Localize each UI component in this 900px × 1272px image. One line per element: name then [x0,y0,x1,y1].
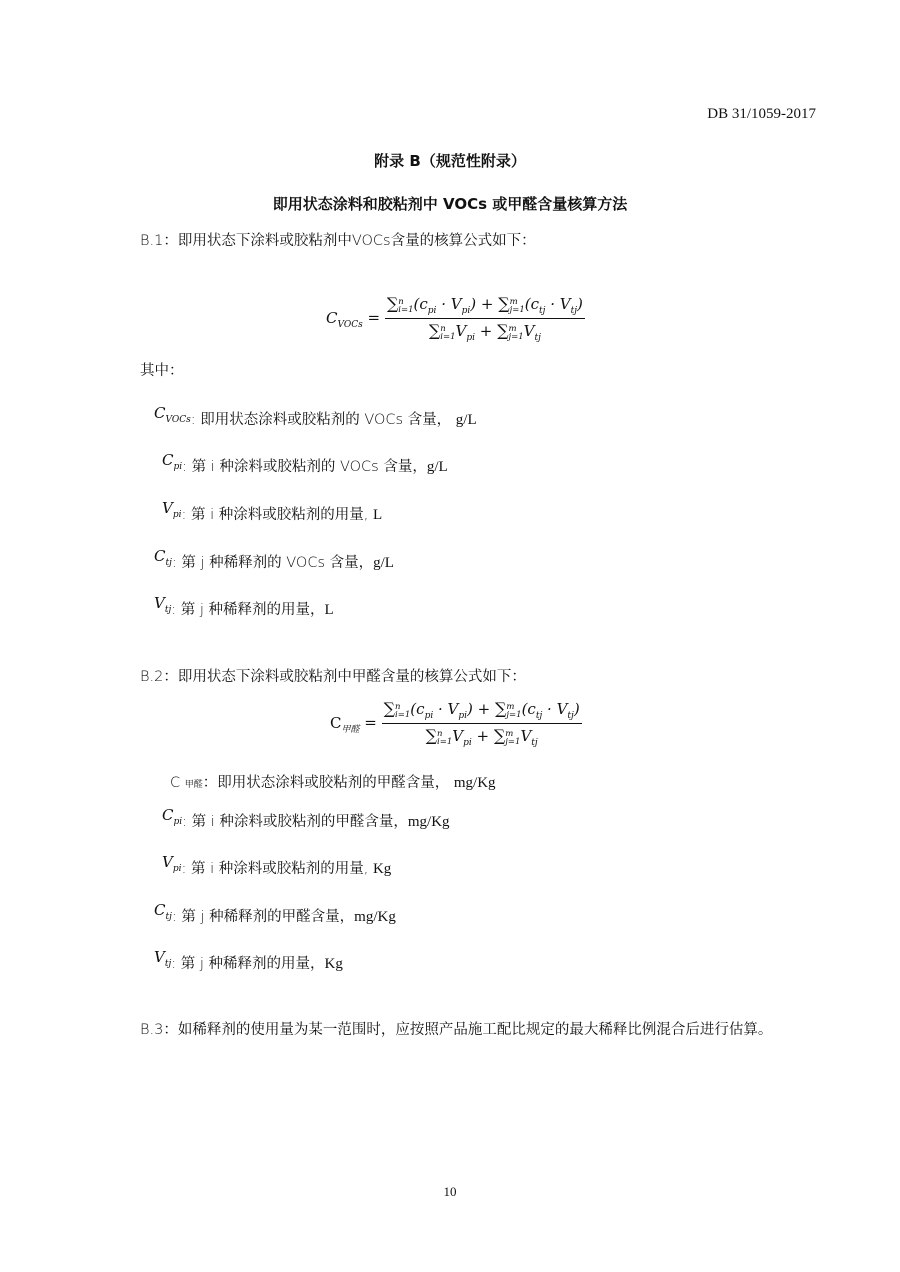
appendix-title: 附录 B（规范性附录） [374,152,526,170]
formula-numerator: ∑ n i=1 $(c_{pi} \cdot V_{pi})$ + ∑ m j=1 $(c_{tj} \cdot V_{tj})$ [385,294,585,319]
page-number: 10 [443,1184,457,1199]
formula-fraction [382,699,582,748]
formula-lhs: $C_{甲醛}$ [330,713,360,735]
main-title: 即用状态涂料和胶粘剂中 VOCs 或甲醛含量核算方法 [272,195,628,213]
b1-where: 其中： [140,363,184,379]
formula-fraction [385,294,585,343]
formula-numerator: ∑ n i=1 $(c_{pi} \cdot V_{pi})$ + ∑ m j=1 $(c_{tj} \cdot V_{tj})$ [382,699,582,724]
formula-lhs: $C_{VOCs}$ [326,308,363,330]
b1-def-c-tj: $C_{tj}$: 第 j 种稀释剂的 VOCs 含量，g/L [154,547,394,571]
b2-def-v-tj: $V_{tj}$: 第 j 种稀释剂的用量，Kg [154,948,343,972]
b1-def-c-pi: $C_{pi}$: 第 i 种涂料或胶粘剂的 VOCs 含量，g/L [162,451,448,475]
document-number: DB 31/1059-2017 [707,106,816,122]
b2-def-v-pi: $V_{pi}$: 第 i 种涂料或胶粘剂的用量, Kg [162,853,392,877]
formula-denominator: ∑ n i=1 $V_{pi}$ + ∑ m j=1 $V_{tj}$ [428,321,541,343]
b1-def-c-vocs: $C_{VOCs}$: 即用状态涂料或胶粘剂的 VOCs 含量， g/L [154,404,477,428]
b2-def-c-pi: $C_{pi}$: 第 i 种涂料或胶粘剂的甲醛含量，mg/Kg [162,806,450,830]
b1-def-v-tj: $V_{tj}$: 第 j 种稀释剂的用量，L [154,594,334,618]
formula-denominator: ∑ n i=1 $V_{pi}$ + ∑ m j=1 $V_{tj}$ [425,726,538,748]
b1-intro: B.1：即用状态下涂料或胶粘剂中VOCs含量的核算公式如下： [140,233,536,249]
b2-def-c-formaldehyde: C 甲醛：即用状态涂料或胶粘剂的甲醛含量， mg/Kg [170,775,496,791]
formula-formaldehyde: $C_{甲醛}$ = ∑ n i=1 $(c_{pi} \cdot V_{pi})$ + ∑ m j=1 $(c_{tj} \cdot V_{tj})$ ∑ n i=1 $V_{pi}$ + ∑ m j=1 $V_{tj}$ [330,699,580,748]
b3-text: B.3：如稀释剂的使用量为某一范围时，应按照产品施工配比规定的最大稀释比例混合后进行估算。 [140,1022,773,1038]
b2-intro: B.2：即用状态下涂料或胶粘剂中甲醛含量的核算公式如下： [140,669,526,685]
b2-def-c-tj: $C_{tj}$: 第 j 种稀释剂的甲醛含量，mg/Kg [154,901,396,925]
formula-vocs: $C_{VOCs}$ = ∑ n i=1 $(c_{pi} \cdot V_{pi})$ + ∑ m j=1 $(c_{tj} \cdot V_{tj})$ ∑ n i=1 $V_{pi}$ + ∑ m j=1 $V_{tj}$ [326,294,583,343]
b1-def-v-pi: $V_{pi}$: 第 i 种涂料或胶粘剂的用量, L [162,499,383,523]
